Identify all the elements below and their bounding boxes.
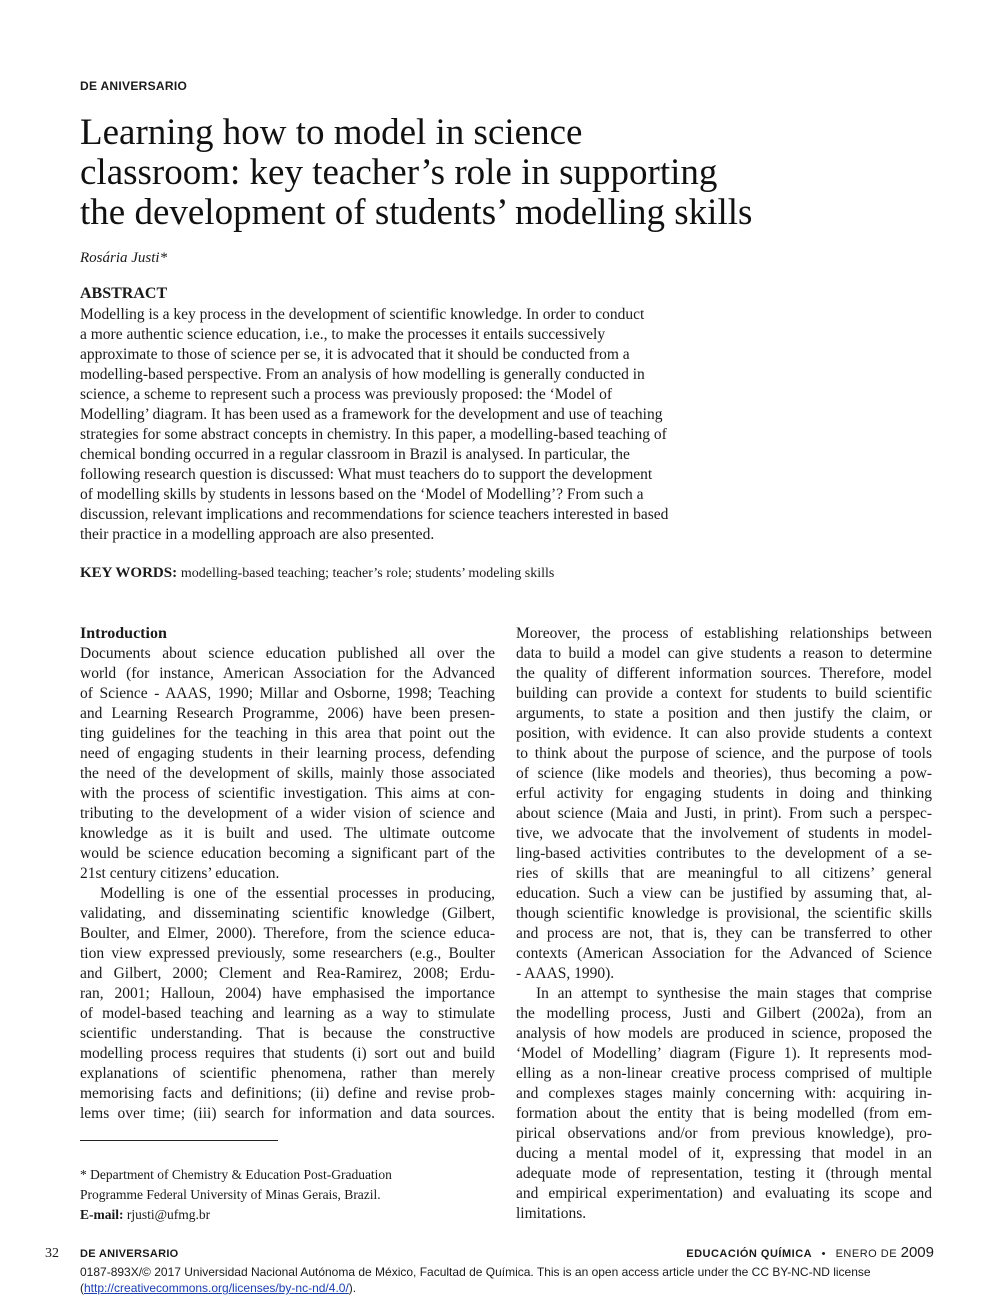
author: Rosária Justi* [80, 250, 168, 266]
abstract-line: discussion, relevant implications and recommendations for science teachers interested in based [80, 506, 669, 523]
body-line: validating, and disseminating scientific knowledge (Gilbert, [80, 905, 495, 922]
body-line: ling-based activities contributes to the development of a se- [516, 845, 932, 862]
abstract-line: science, a scheme to represent such a process was previously proposed: the ‘Model of [80, 386, 612, 403]
abstract-line: strategies for some abstract concepts in chemistry. In this paper, a modelling-based teaching of [80, 426, 667, 443]
body-line: formation about the entity that is being modelled (from em- [516, 1105, 932, 1122]
abstract-line: modelling-based perspective. From an analysis of how modelling is generally conducted in [80, 366, 645, 383]
section-label: DE ANIVERSARIO [80, 79, 188, 93]
body-line: though scientific knowledge is provisional, the scientific skills [516, 905, 932, 922]
footnote-divider [80, 1140, 278, 1141]
body-line: explanations of scientific phenomena, rather than merely [80, 1065, 495, 1082]
body-line: world (for instance, American Association for the Advanced [80, 665, 495, 682]
journal-name: EDUCACIÓN QUÍMICA [686, 1248, 813, 1260]
column-left [80, 624, 495, 1124]
body-line: In an attempt to synthesise the main stages that comprise [536, 985, 932, 1002]
body-line: and process are not, that is, they can be transferred to other [516, 925, 932, 942]
title-line: the development of students’ modelling skills [80, 192, 753, 233]
body-line: ducing a mental model of it, expressing that model in an [516, 1145, 932, 1162]
body-line: ries of skills that are meaningful to all citizens’ general [516, 865, 932, 882]
abstract-line: Modelling is a key process in the development of scientific knowledge. In order to conduct [80, 306, 645, 323]
abstract-heading: ABSTRACT [80, 285, 168, 302]
body-line: ran, 2001; Halloun, 2004) have emphasised the importance [80, 985, 495, 1002]
body-line: - AAAS, 1990). [516, 965, 615, 982]
body-line: the need of the development of skills, mainly those associated [80, 765, 495, 782]
footnote-email-row [80, 1205, 495, 1225]
article-title [80, 113, 880, 233]
column-right [516, 624, 932, 1224]
body-line: ‘Model of Modelling’ diagram (Figure 1). It represents mod- [516, 1045, 932, 1062]
body-line: lems over time; (iii) search for information and data sources. [80, 1105, 495, 1122]
abstract-line: chemical bonding occurred in a regular classroom in Brazil is analysed. In particular, the [80, 446, 630, 463]
body-line: education. Such a view can be justified by assuming that, al- [516, 885, 932, 902]
body-line: Boulter, and Elmer, 2000). Therefore, from the science educa- [80, 925, 495, 942]
body-line: position, with evidence. It can also provide students a context [516, 725, 932, 742]
abstract-line: their practice in a modelling approach are also presented. [80, 526, 435, 543]
footer-section-label: DE ANIVERSARIO [80, 1248, 179, 1260]
body-line: analysis of how models are produced in science, proposed the [516, 1025, 932, 1042]
body-line: Documents about science education published all over the [80, 645, 495, 662]
body-line: of science (like models and theories), thus becoming a pow- [516, 765, 932, 782]
footnote-affiliation: Programme Federal University of Minas Gerais, Brazil. [80, 1187, 381, 1202]
body-line: arguments, to state a position and then justify the claim, or [516, 705, 932, 722]
body-line: scientific understanding. That is because the constructive [80, 1025, 495, 1042]
bullet-separator: • [821, 1248, 827, 1260]
keywords-text: modelling-based teaching; teacher’s role; students’ modeling skills [180, 566, 555, 581]
footer-journal-info [686, 1244, 934, 1261]
body-line: and Learning Research Programme, 2006) have been presen- [80, 705, 495, 722]
body-line: limitations. [516, 1205, 587, 1222]
body-line: with the process of scientific investigation. This aims at con- [80, 785, 495, 802]
abstract-line: a more authentic science education, i.e., to make the processes it entails successively [80, 326, 606, 343]
body-line: need of engaging students in their learning process, defending [80, 745, 495, 762]
footnote [80, 1165, 495, 1225]
body-line: of Science - AAAS, 1990; Millar and Osborne, 1998; Teaching [80, 685, 495, 702]
keywords [80, 565, 554, 582]
body-line: pirical observations and/or from previous knowledge), pro- [516, 1125, 932, 1142]
introduction-heading: Introduction [80, 625, 167, 642]
abstract-line: approximate to those of science per se, it is advocated that it should be conducted from a [80, 346, 630, 363]
body-line: memorising facts and definitions; (ii) define and revise prob- [80, 1085, 495, 1102]
body-line: tion view expressed previously, some researchers (e.g., Boulter [80, 945, 495, 962]
paren-close: ). [348, 1281, 357, 1295]
body-line: the quality of different information sources. Therefore, model [516, 665, 932, 682]
paren-open: ( [80, 1281, 84, 1295]
body-line: to think about the purpose of science, and the purpose of tools [516, 745, 932, 762]
body-line: knowledge as it is built and used. The ultimate outcome [80, 825, 495, 842]
email-label: E-mail: [80, 1207, 124, 1222]
body-line: contexts (American Association for the Advanced of Science [516, 945, 932, 962]
license-text: 0187-893X/© 2017 Universidad Nacional Autónoma de México, Facultad de Química. This is an open access article under the CC BY-NC-ND license [80, 1265, 871, 1279]
body-line: and Gilbert, 2000; Clement and Rea-Ramirez, 2008; Erdu- [80, 965, 495, 982]
title-line: classroom: key teacher’s role in supporting [80, 152, 718, 193]
page-number: 32 [45, 1246, 59, 1261]
body-line: data to build a model can give students a reason to determine [516, 645, 932, 662]
abstract-line: of modelling skills by students in lessons based on the ‘Model of Modelling’? From such a [80, 486, 644, 503]
license-link[interactable]: http://creativecommons.org/licenses/by-nc-nd/4.0/ [84, 1281, 349, 1295]
body-line: 21st century citizens’ education. [80, 865, 280, 882]
body-line: elling as a non-linear creative process comprised of multiple [516, 1065, 932, 1082]
body-line: of model-based teaching and learning as a way to stimulate [80, 1005, 495, 1022]
body-line: adequate mode of representation, testing it (through mental [516, 1165, 932, 1182]
body-line: and empirical experimentation) and evaluating its scope and [516, 1185, 932, 1202]
body-line: and complexes stages mainly concerning with: acquiring in- [516, 1085, 932, 1102]
abstract-line: Modelling’ diagram. It has been used as a framework for the development and use of teaching [80, 406, 663, 423]
license-notice [80, 1264, 940, 1296]
body-line: about science (Maia and Justi, in print). From such a perspec- [516, 805, 932, 822]
body-line: building can provide a context for students to build scientific [516, 685, 932, 702]
issue-year: 2009 [900, 1244, 934, 1261]
keywords-label: KEY WORDS: [80, 565, 178, 581]
body-line: would be science education becoming a significant part of the [80, 845, 495, 862]
license-link-row [80, 1280, 940, 1296]
body-line: tributing to the development of a wider vision of science and [80, 805, 495, 822]
body-line: modelling process requires that students (i) sort out and build [80, 1045, 495, 1062]
abstract-body [80, 305, 740, 545]
footnote-affiliation: * Department of Chemistry & Education Post-Graduation [80, 1167, 392, 1182]
body-line: Modelling is one of the essential processes in producing, [100, 885, 495, 902]
body-line: Moreover, the process of establishing relationships between [516, 625, 932, 642]
body-line: ting guidelines for the teaching in this area that point out the [80, 725, 495, 742]
email-address[interactable]: rjusti@ufmg.br [126, 1207, 211, 1222]
abstract-line: following research question is discussed: What must teachers do to support the development [80, 466, 653, 483]
body-line: the modelling process, Justi and Gilbert (2002a), from an [516, 1005, 932, 1022]
body-line: erful activity for engaging students in doing and thinking [516, 785, 932, 802]
title-line: Learning how to model in science [80, 112, 583, 153]
body-line: tive, we advocate that the involvement of students in model- [516, 825, 932, 842]
issue-month: ENERO DE [835, 1248, 898, 1260]
